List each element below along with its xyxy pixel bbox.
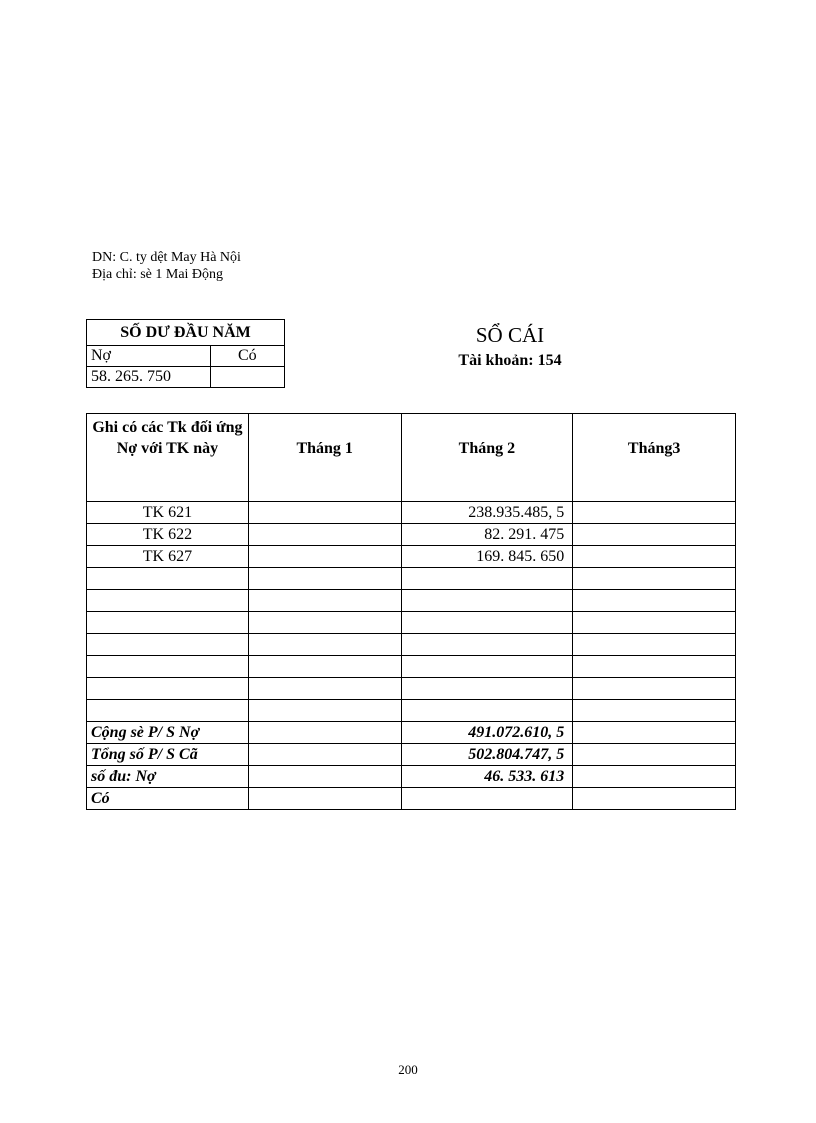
empty-row bbox=[87, 656, 736, 678]
empty-row bbox=[87, 678, 736, 700]
summary-month-3 bbox=[573, 766, 736, 788]
header-accounts: Ghi có các Tk đối ứng Nợ với TK này bbox=[87, 414, 249, 502]
debit-label: Nợ bbox=[87, 346, 211, 367]
summary-month-2 bbox=[401, 788, 573, 810]
row-month-2: 82. 291. 475 bbox=[401, 524, 573, 546]
summary-month-1 bbox=[248, 744, 401, 766]
opening-balance-title: SỐ DƯ ĐẦU NĂM bbox=[87, 320, 285, 346]
credit-label: Có bbox=[210, 346, 284, 367]
summary-month-1 bbox=[248, 766, 401, 788]
summary-month-1 bbox=[248, 722, 401, 744]
summary-row bbox=[87, 722, 736, 744]
summary-row bbox=[87, 744, 736, 766]
empty-row bbox=[87, 612, 736, 634]
row-month-1 bbox=[248, 502, 401, 524]
summary-month-3 bbox=[573, 722, 736, 744]
summary-month-1 bbox=[248, 788, 401, 810]
summary-month-2: 491.072.610, 5 bbox=[401, 722, 573, 744]
summary-month-3 bbox=[573, 788, 736, 810]
table-row bbox=[87, 502, 736, 524]
company-name: DN: C. ty dệt May Hà Nội bbox=[92, 250, 241, 265]
row-month-2: 238.935.485, 5 bbox=[401, 502, 573, 524]
summary-month-2: 46. 533. 613 bbox=[401, 766, 573, 788]
page-number: 200 bbox=[398, 1062, 418, 1077]
row-account: TK 621 bbox=[87, 502, 249, 524]
credit-value bbox=[210, 367, 284, 388]
empty-row bbox=[87, 590, 736, 612]
header-month-2: Tháng 2 bbox=[401, 414, 573, 502]
summary-label: Tổng số P/ S Cã bbox=[87, 744, 249, 766]
empty-row bbox=[87, 568, 736, 590]
row-month-2: 169. 845. 650 bbox=[401, 546, 573, 568]
summary-label: Cộng sè P/ S Nợ bbox=[87, 722, 249, 744]
ledger-title: SỔ CÁI bbox=[475, 323, 545, 347]
summary-row bbox=[87, 766, 736, 788]
row-month-1 bbox=[248, 524, 401, 546]
empty-row bbox=[87, 634, 736, 656]
ledger-table bbox=[86, 413, 736, 810]
ledger-account: Tài khoản: 154 bbox=[458, 352, 562, 369]
opening-balance-table bbox=[86, 319, 285, 388]
row-month-1 bbox=[248, 546, 401, 568]
table-row bbox=[87, 546, 736, 568]
row-month-3 bbox=[573, 502, 736, 524]
company-address: Địa chỉ: sè 1 Mai Động bbox=[92, 267, 224, 282]
row-month-3 bbox=[573, 524, 736, 546]
header-month-1: Tháng 1 bbox=[248, 414, 401, 502]
row-account: TK 622 bbox=[87, 524, 249, 546]
debit-value: 58. 265. 750 bbox=[87, 367, 211, 388]
summary-label: Có bbox=[87, 788, 249, 810]
summary-month-3 bbox=[573, 744, 736, 766]
summary-row bbox=[87, 788, 736, 810]
row-account: TK 627 bbox=[87, 546, 249, 568]
row-month-3 bbox=[573, 546, 736, 568]
header-month-3: Tháng3 bbox=[573, 414, 736, 502]
empty-row bbox=[87, 700, 736, 722]
summary-month-2: 502.804.747, 5 bbox=[401, 744, 573, 766]
table-row bbox=[87, 524, 736, 546]
summary-label: số đu: Nợ bbox=[87, 766, 249, 788]
